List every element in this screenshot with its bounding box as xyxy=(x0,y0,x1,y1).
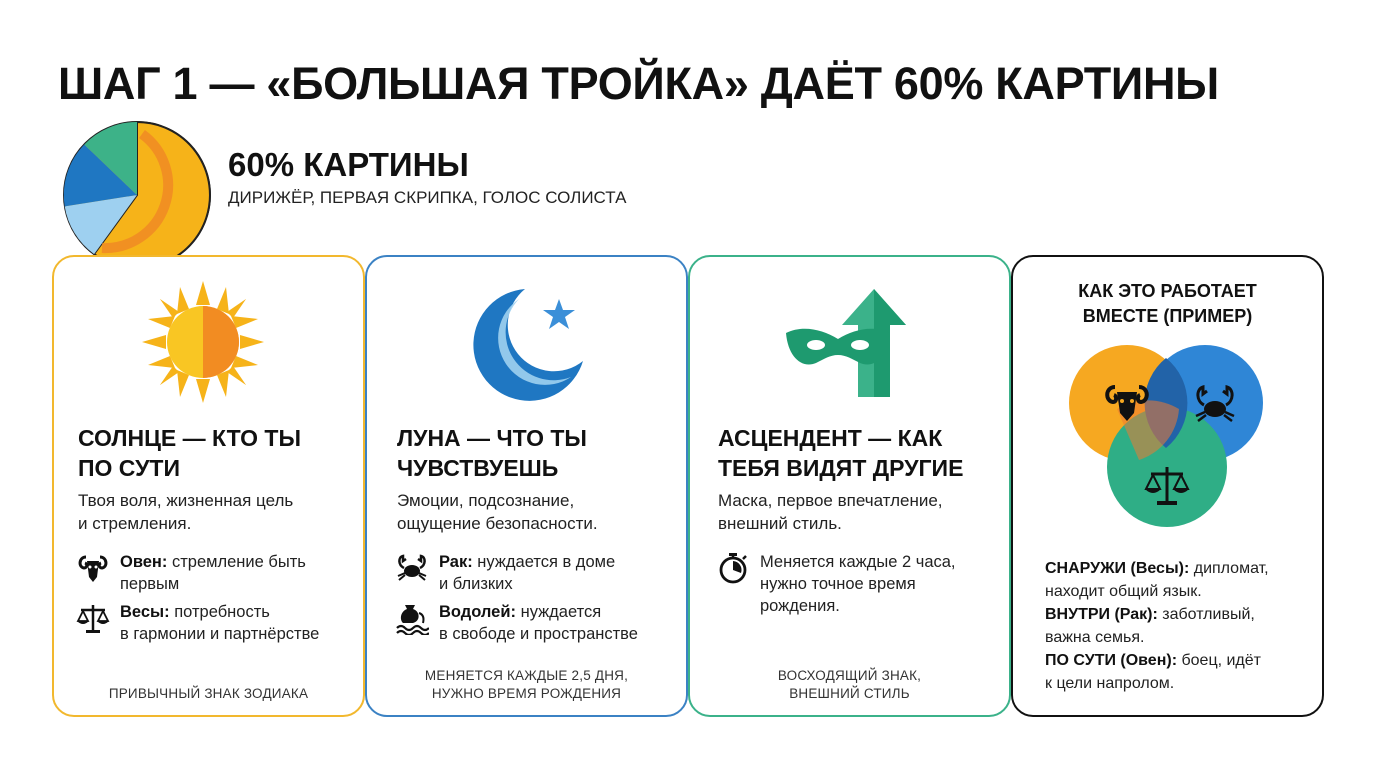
example-line-outside xyxy=(1045,557,1269,580)
example-line-outside-2: находит общий язык. xyxy=(1045,583,1202,600)
moon-heading-line2: ЧУВСТВУЕШЬ xyxy=(397,455,559,481)
moon-card xyxy=(365,255,688,717)
sun-icon xyxy=(140,279,266,405)
stopwatch-icon xyxy=(716,551,750,585)
libra-scales-icon xyxy=(76,601,110,635)
crescent-moon-icon xyxy=(467,285,591,403)
libra-text-line2: в гармонии и партнёрстве xyxy=(120,625,320,643)
moon-heading-line1: ЛУНА — ЧТО ТЫ xyxy=(397,425,587,451)
example-line-core xyxy=(1045,649,1261,672)
moon-footer-line1: МЕНЯЕТСЯ КАЖДЫЕ 2,5 ДНЯ, xyxy=(424,668,629,683)
libra-label: Весы: xyxy=(120,603,170,621)
asc-item-timer xyxy=(716,551,956,617)
sun-item-aries xyxy=(76,551,306,595)
page-title: ШАГ 1 — «БОЛЬШАЯ ТРОЙКА» ДАЁТ 60% КАРТИНЫ xyxy=(58,58,1219,109)
aries-text-line2: первым xyxy=(120,575,180,593)
pie-chart-icon xyxy=(62,120,212,270)
example-line-inside xyxy=(1045,603,1255,626)
aquarius-jug-icon xyxy=(395,601,429,635)
sun-desc-line1: Твоя воля, жизненная цель xyxy=(78,491,294,510)
aquarius-text: нуждается xyxy=(516,603,602,621)
asc-heading-line1: АСЦЕНДЕНТ — КАК xyxy=(718,425,943,451)
inside-text: заботливый, xyxy=(1157,606,1255,623)
libra-text: потребность xyxy=(169,603,270,621)
aries-text: стремление быть xyxy=(167,553,306,571)
example-line-core-2: к цели напролом. xyxy=(1045,675,1175,692)
asc-footer-line2: ВНЕШНИЙ СТИЛЬ xyxy=(789,686,910,701)
moon-desc-line1: Эмоции, подсознание, xyxy=(397,491,575,510)
aries-label: Овен: xyxy=(120,553,168,571)
asc-desc-line2: внешний стиль. xyxy=(718,514,842,533)
sun-heading-line2: ПО СУТИ xyxy=(78,455,181,481)
moon-desc-line2: ощущение безопасности. xyxy=(397,514,598,533)
timer-text-line1: Меняется каждые 2 часа, xyxy=(760,553,956,571)
sun-item-libra xyxy=(76,601,319,645)
crab-icon xyxy=(395,551,429,585)
outside-label: СНАРУЖИ (Весы): xyxy=(1045,560,1190,577)
outside-text: дипломат, xyxy=(1189,560,1269,577)
sun-card xyxy=(52,255,365,717)
summary-percentage: 60% КАРТИНЫ xyxy=(228,146,469,183)
cancer-text: нуждается в доме xyxy=(472,553,616,571)
summary-subtitle: ДИРИЖЁР, ПЕРВАЯ СКРИПКА, ГОЛОС СОЛИСТА xyxy=(228,188,627,207)
example-line-inside-2: важна семья. xyxy=(1045,629,1145,646)
ascendant-card xyxy=(688,255,1011,717)
example-heading xyxy=(1013,279,1322,329)
core-label: ПО СУТИ (Овен): xyxy=(1045,652,1178,669)
asc-footer-line1: ВОСХОДЯЩИЙ ЗНАК, xyxy=(777,668,922,683)
example-heading-line1: КАК ЭТО РАБОТАЕТ xyxy=(1078,281,1257,301)
sun-desc-line2: и стремления. xyxy=(78,514,192,533)
inside-label: ВНУТРИ (Рак): xyxy=(1045,606,1158,623)
moon-item-cancer xyxy=(395,551,615,595)
venn-diagram xyxy=(1057,339,1277,529)
aquarius-label: Водолей: xyxy=(439,603,516,621)
timer-text-line3: рождения. xyxy=(760,597,840,615)
moon-item-aquarius xyxy=(395,601,638,645)
core-text: боец, идёт xyxy=(1177,652,1261,669)
example-heading-line2: ВМЕСТЕ (ПРИМЕР) xyxy=(1082,306,1253,326)
aquarius-text-line2: в свободе и пространстве xyxy=(439,625,638,643)
cancer-text-line2: и близких xyxy=(439,575,513,593)
moon-footer-line2: НУЖНО ВРЕМЯ РОЖДЕНИЯ xyxy=(431,686,622,701)
cancer-label: Рак: xyxy=(439,553,473,571)
sun-footer: ПРИВЫЧНЫЙ ЗНАК ЗОДИАКА xyxy=(108,686,309,701)
example-card xyxy=(1011,255,1324,717)
timer-text-line2: нужно точное время xyxy=(760,575,916,593)
ram-icon xyxy=(76,551,110,585)
mask-arrow-icon xyxy=(782,285,922,401)
asc-heading-line2: ТЕБЯ ВИДЯТ ДРУГИЕ xyxy=(718,455,964,481)
sun-heading-line1: СОЛНЦЕ — КТО ТЫ xyxy=(78,425,301,451)
asc-desc-line1: Маска, первое впечатление, xyxy=(718,491,943,510)
